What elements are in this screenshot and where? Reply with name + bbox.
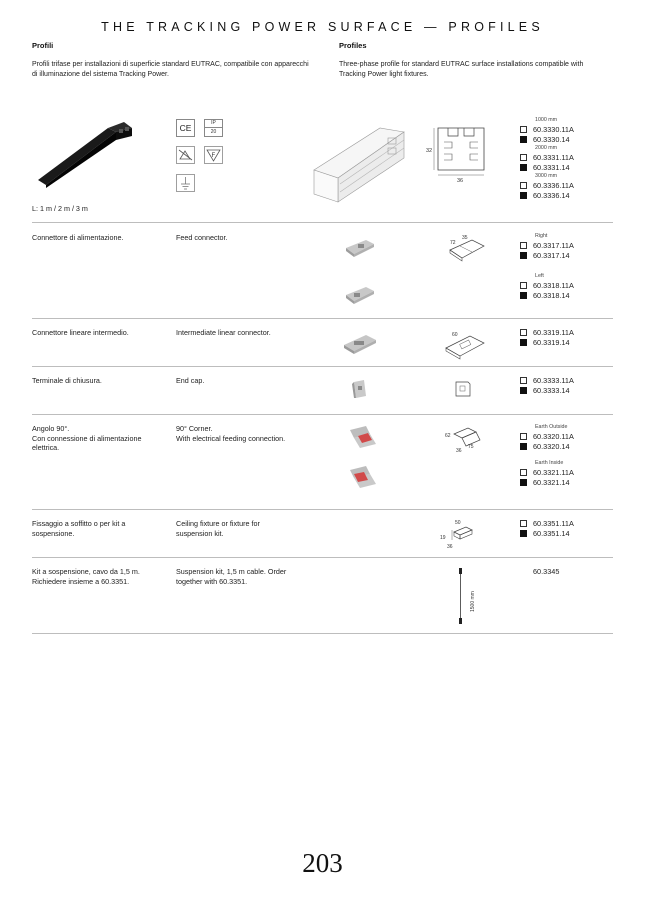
black-swatch (520, 164, 527, 171)
black-swatch (520, 387, 527, 394)
code-row (520, 125, 574, 135)
variant-label-2000: 2000 mm (535, 145, 558, 151)
code-row (520, 376, 574, 386)
ceiling-fixture-drawing (438, 516, 480, 550)
code-row (520, 181, 574, 191)
section-divider (32, 318, 613, 319)
corner-it-line: elettrica. (32, 443, 60, 452)
article-code: 60.3321.14 (533, 478, 570, 487)
corner-connector-drawing (442, 424, 488, 454)
suspension-en (176, 567, 316, 586)
intro-heading-it: Profili (32, 41, 54, 50)
corner-it (32, 424, 167, 453)
linear-connector-photo (340, 331, 380, 355)
article-code: 60.3320.11A (533, 432, 574, 441)
corner-en-line: 90° Corner. (176, 424, 213, 433)
white-swatch (520, 377, 527, 384)
intro-text-it: Profili trifase per installazioni di superficie standard EUTRAC, compatibile con apparecchi di illuminazione del sistema Tracking Power. (32, 61, 309, 78)
black-swatch (520, 443, 527, 450)
suspension-kit-drawing (454, 566, 480, 626)
corner-en (176, 424, 316, 443)
suspension-it (32, 567, 167, 586)
code-row (520, 135, 574, 145)
intro-heading-en: Profiles (339, 41, 367, 50)
feed-it: Connettore di alimentazione. (32, 233, 124, 242)
code-row (520, 251, 574, 261)
variant-label-1000: 1000 mm (535, 117, 558, 123)
corner-dim-c: 75 (468, 444, 474, 450)
ip-rating-icon (204, 119, 223, 137)
white-swatch (520, 433, 527, 440)
linear-connector-drawing (440, 328, 490, 360)
suspension-cable-length: 1500 mm (470, 591, 476, 612)
black-swatch (520, 479, 527, 486)
suspension-it-line: Richiedere insieme a 60.3351. (32, 576, 130, 586)
profile-code-list (520, 117, 574, 201)
white-swatch (520, 520, 527, 527)
section-divider (32, 509, 613, 510)
code-row (520, 442, 574, 452)
feed-dim-b: 35 (462, 235, 468, 241)
black-swatch (520, 192, 527, 199)
ceiling-it (32, 519, 167, 538)
article-code: 60.3331.11A (533, 153, 574, 162)
profile-section-drawing (426, 122, 496, 184)
article-code: 60.3330.11A (533, 125, 574, 134)
corner-connector-outside-photo (346, 424, 380, 450)
white-swatch (520, 282, 527, 289)
ceiling-en-line: Ceiling fixture or fixture for (176, 519, 260, 528)
profile-lengths: L: 1 m / 2 m / 3 m (32, 204, 88, 213)
variant-label-3000: 3000 mm (535, 173, 558, 179)
feed-connector-left-photo (342, 283, 378, 305)
linear-code-list (520, 328, 574, 348)
article-code: 60.3318.11A (533, 281, 574, 290)
section-divider (32, 414, 613, 415)
corner-dim-a: 62 (445, 433, 451, 439)
profile-width-dim: 36 (457, 178, 464, 184)
endcap-it: Terminale di chiusura. (32, 376, 102, 385)
group-label-earth-inside: Earth Inside (535, 460, 564, 466)
corner-dim-b: 36 (456, 448, 462, 454)
ceiling-en-line: suspension kit. (176, 528, 224, 538)
profile-height-dim: 32 (426, 148, 433, 154)
corner-connector-inside-photo (346, 464, 380, 490)
ceiling-it-line: sospensione. (32, 528, 75, 538)
article-code: 60.3317.14 (533, 251, 570, 260)
article-code: 60.3319.11A (533, 328, 574, 337)
black-swatch (520, 252, 527, 259)
svg-text:F: F (211, 153, 216, 159)
black-swatch (520, 530, 527, 537)
code-row (520, 291, 574, 301)
code-row (520, 468, 574, 478)
ip-label: IP (205, 120, 222, 128)
corner-it-line: Con connessione di alimentazione (32, 433, 142, 443)
article-code: 60.3336.14 (533, 191, 570, 200)
end-cap-photo (350, 378, 370, 400)
feed-en: Feed connector. (176, 233, 228, 242)
feed-dim-a: 72 (450, 240, 456, 246)
suspension-en-line: together with 60.3351. (176, 576, 248, 586)
article-code: 60.3336.11A (533, 181, 574, 190)
suspension-code: 60.3345 (533, 567, 560, 576)
linear-it: Connettore lineare intermedio. (32, 328, 129, 337)
white-swatch (520, 242, 527, 249)
white-swatch (520, 469, 527, 476)
end-cap-drawing (452, 378, 474, 400)
feed-connector-right-photo (342, 236, 378, 258)
ceiling-it-line: Fissaggio a soffitto o per kit a (32, 519, 126, 528)
ce-mark-icon: CE (176, 119, 195, 137)
ceiling-en (176, 519, 316, 538)
group-label-right: Right (535, 233, 548, 239)
ground-symbol-icon (176, 174, 195, 192)
corner-code-list (520, 424, 574, 488)
profile-rail-drawing (312, 122, 408, 204)
linear-en: Intermediate linear connector. (176, 328, 271, 337)
article-code: 60.3320.14 (533, 442, 570, 451)
page-title: THE TRACKING POWER SURFACE — PROFILES (101, 20, 544, 34)
article-code: 60.3317.11A (533, 241, 574, 250)
corner-en-line: With electrical feeding connection. (176, 433, 286, 443)
f-mark-icon (204, 146, 223, 164)
code-row (520, 478, 574, 488)
code-row (520, 519, 574, 529)
article-code: 60.3319.14 (533, 338, 570, 347)
white-swatch (520, 182, 527, 189)
white-swatch (520, 154, 527, 161)
code-row (520, 163, 574, 173)
ceiling-dim-b: 19 (440, 535, 446, 541)
suspension-it-line: Kit a sospensione, cavo da 1,5 m. (32, 567, 140, 576)
ip-value: 20 (210, 129, 217, 135)
linear-dim-a: 60 (452, 332, 458, 338)
no-cover-insulation-icon (176, 146, 195, 164)
section-divider (32, 557, 613, 558)
white-swatch (520, 126, 527, 133)
suspension-en-line: Suspension kit, 1,5 m cable. Order (176, 567, 287, 576)
black-swatch (520, 136, 527, 143)
feed-code-list (520, 233, 574, 301)
code-row (520, 191, 574, 201)
article-code: 60.3321.11A (533, 468, 574, 477)
intro-text-en: Three-phase profile for standard EUTRAC surface installations compatible with Tracking Power light fixtures. (339, 61, 584, 78)
ceiling-code-list (520, 519, 574, 539)
page-number: 203 (302, 848, 343, 878)
code-row (520, 432, 574, 442)
black-swatch (520, 339, 527, 346)
ceiling-dim-c: 36 (447, 544, 453, 550)
article-code: 60.3351.11A (533, 519, 574, 528)
white-swatch (520, 329, 527, 336)
section-divider (32, 222, 613, 223)
code-row (520, 328, 574, 338)
endcap-en: End cap. (176, 376, 205, 385)
article-code: 60.3333.14 (533, 386, 570, 395)
code-row (520, 281, 574, 291)
article-code: 60.3333.11A (533, 376, 574, 385)
feed-connector-drawing (444, 232, 490, 262)
code-row (520, 529, 574, 539)
code-row (520, 386, 574, 396)
article-code: 60.3331.14 (533, 163, 570, 172)
profile-rail-photo (34, 118, 134, 190)
endcap-code-list (520, 376, 574, 396)
group-label-earth-outside: Earth Outside (535, 424, 568, 430)
section-divider (32, 366, 613, 367)
article-code: 60.3318.14 (533, 291, 570, 300)
code-row (520, 153, 574, 163)
code-row (520, 338, 574, 348)
section-divider (32, 633, 613, 634)
article-code: 60.3351.14 (533, 529, 570, 538)
article-code: 60.3330.14 (533, 135, 570, 144)
corner-it-line: Angolo 90°. (32, 424, 70, 433)
black-swatch (520, 292, 527, 299)
ceiling-dim-a: 50 (455, 520, 461, 526)
code-row (520, 241, 574, 251)
group-label-left: Left (535, 273, 544, 279)
